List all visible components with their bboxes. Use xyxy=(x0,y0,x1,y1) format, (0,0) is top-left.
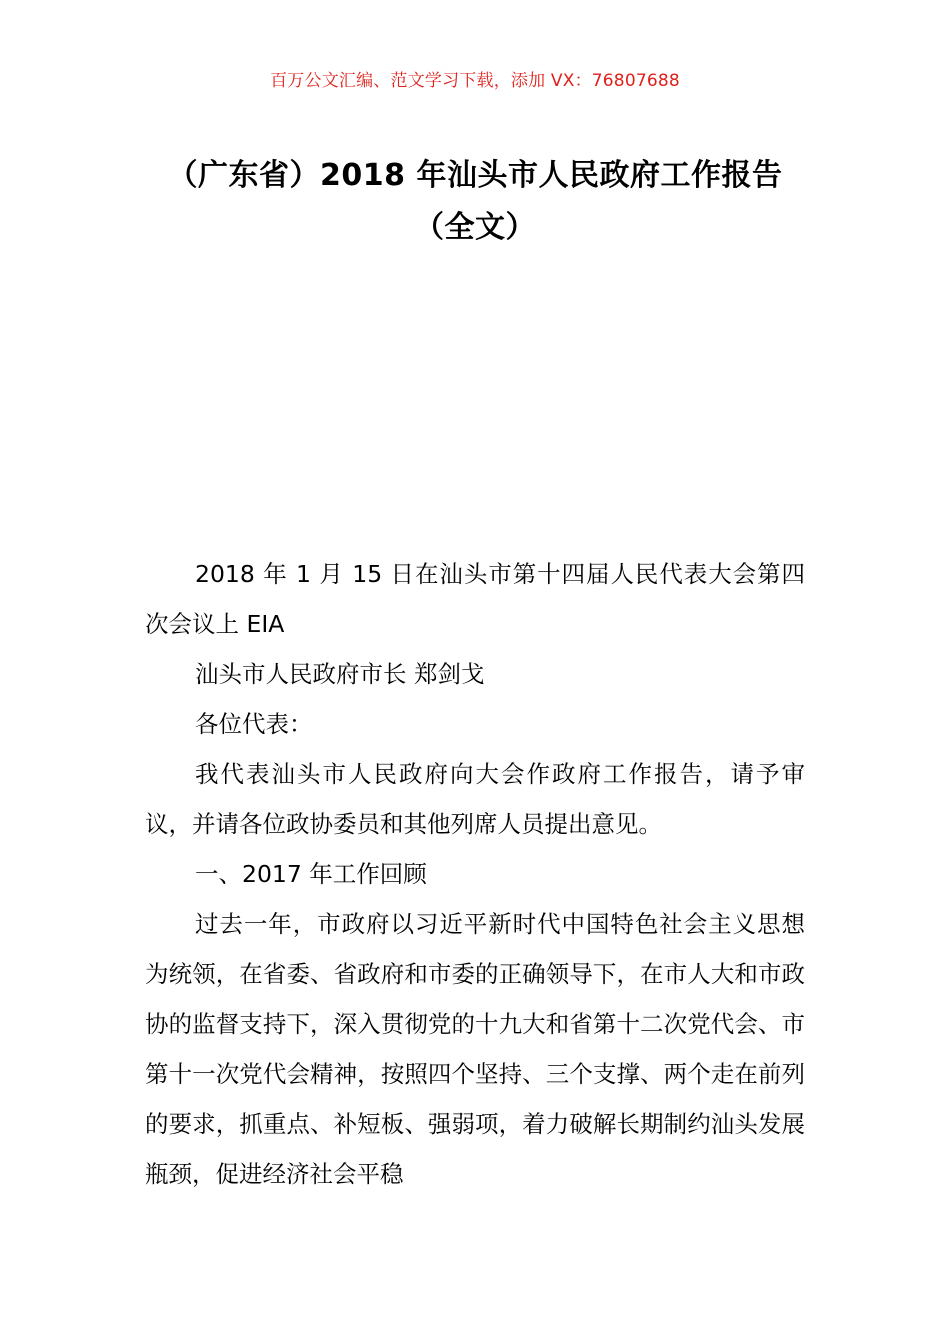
paragraph-author: 汕头市人民政府市长 郑剑戈 xyxy=(195,660,485,688)
paragraph-meeting-info: 2018 年 1 月 15 日在汕头市第十四届人民代表大会第四次会议上 EIA xyxy=(145,560,805,638)
paragraph-intro: 我代表汕头市人民政府向大会作政府工作报告，请予审议，并请各位政协委员和其他列席人员提出意见。 xyxy=(145,760,805,838)
paragraph-salutation: 各位代表： xyxy=(195,710,313,738)
paragraph-review: 过去一年，市政府以习近平新时代中国特色社会主义思想为统领，在省委、省政府和市委的正确领导下，在市人大和市政协的监督支持下，深入贯彻党的十九大和省第十二次党代会、市第十一次党代会精神，按照四个坚持、三个支撑、两个走在前列的要求，抓重点、补短板、强弱项，着力破解长期制约汕头发展瓶颈，促进经济社会平稳 xyxy=(145,910,805,1188)
document-title: （广东省）2018 年汕头市人民政府工作报告（全文） xyxy=(167,158,783,245)
header-promo-note: 百万公文汇编、范文学习下载，添加 VX：76807688 xyxy=(270,71,680,91)
document-body xyxy=(145,549,805,1199)
section-heading: 一、2017 年工作回顾 xyxy=(195,860,427,888)
